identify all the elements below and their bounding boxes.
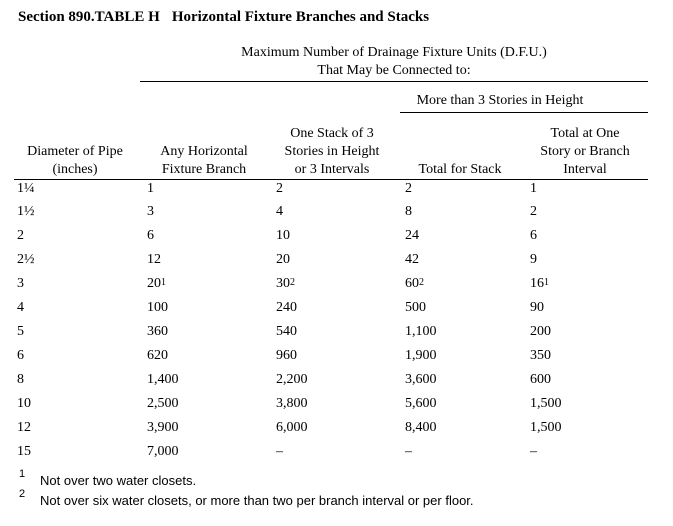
cell-total-story: 350 [530, 348, 551, 363]
cell-horizontal: 1 [147, 181, 154, 196]
table-name: Horizontal Fixture Branches and Stacks [171, 9, 430, 25]
cell-total-stack: – [405, 444, 412, 459]
cell-total-stack: 2 [405, 181, 412, 196]
cell-stack3: 20 [276, 252, 290, 267]
cell-total-story: 1,500 [530, 396, 562, 411]
cell-total-stack: 5,600 [405, 396, 437, 411]
cell-total-stack: 1,100 [405, 324, 437, 339]
cell-total-story: 9 [530, 252, 537, 267]
cell-stack3: 240 [276, 300, 297, 315]
cell-stack3: $30^2$ [276, 276, 295, 291]
cell-total-story: 1,500 [530, 420, 562, 435]
footnote-ref: 2 [419, 277, 424, 288]
group-header-line1: Maximum Number of Drainage Fixture Units (D.F.U.) [241, 45, 547, 60]
footnote-ref: 2 [290, 277, 295, 288]
cell-diameter: 8 [17, 372, 24, 387]
cell-total-story: 90 [530, 300, 544, 315]
section-label: Section 890.TABLE H [18, 9, 160, 25]
cell-stack3: – [276, 444, 283, 459]
footnote-text: Not over two water closets. [40, 473, 197, 488]
group-header [140, 44, 648, 80]
header-rule [14, 179, 648, 180]
cell-stack3: 540 [276, 324, 297, 339]
footnote-number: 2 [19, 488, 26, 500]
footnote-text: Not over six water closets, or more than two per branch interval or per floor. [40, 493, 474, 508]
cell-total-stack: 42 [405, 252, 419, 267]
cell-horizontal: 620 [147, 348, 168, 363]
col-header-total-stack: Total for Stack [418, 162, 502, 177]
cell-horizontal: 12 [147, 252, 161, 267]
col-header-diameter: Diameter of Pipe (inches) [27, 144, 123, 177]
cell-total-story: 2 [530, 204, 537, 219]
col-header-one-stack: One Stack of 3 Stories in Height or 3 Intervals [284, 126, 380, 177]
group-rule [140, 81, 648, 82]
cell-total-story: – [530, 444, 537, 459]
cell-total-story: $16^1$ [530, 276, 549, 291]
subgroup-header: More than 3 Stories in Height [416, 93, 584, 108]
cell-diameter: 1¼ [17, 181, 35, 196]
cell-total-story: 1 [530, 181, 537, 196]
cell-total-stack: $60^2$ [405, 276, 424, 291]
cell-horizontal: 360 [147, 324, 168, 339]
cell-horizontal: 1,400 [147, 372, 179, 387]
cell-diameter: 1½ [17, 204, 35, 219]
group-header-line2: That May be Connected to: [317, 63, 471, 78]
cell-total-stack: 1,900 [405, 348, 437, 363]
cell-diameter: 12 [17, 420, 31, 435]
subgroup-rule [400, 112, 648, 113]
footnote-number: 1 [19, 468, 26, 480]
cell-diameter: 5 [17, 324, 24, 339]
cell-horizontal: 3 [147, 204, 154, 219]
cell-total-story: 600 [530, 372, 551, 387]
cell-total-stack: 24 [405, 228, 419, 243]
cell-total-stack: 8 [405, 204, 412, 219]
cell-total-stack: 8,400 [405, 420, 437, 435]
cell-stack3: 3,800 [276, 396, 308, 411]
cell-total-stack: 500 [405, 300, 426, 315]
cell-stack3: 4 [276, 204, 283, 219]
col-header-horizontal: Any Horizontal Fixture Branch [160, 144, 248, 177]
cell-stack3: 10 [276, 228, 290, 243]
cell-stack3: 960 [276, 348, 297, 363]
cell-total-stack: 3,600 [405, 372, 437, 387]
cell-diameter: 2 [17, 228, 24, 243]
cell-horizontal: 2,500 [147, 396, 179, 411]
cell-horizontal: 7,000 [147, 444, 179, 459]
footnote-ref: 1 [161, 277, 166, 288]
table-title [18, 9, 429, 26]
cell-diameter: 10 [17, 396, 31, 411]
cell-horizontal: 6 [147, 228, 154, 243]
cell-stack3: 2 [276, 181, 283, 196]
cell-horizontal: 3,900 [147, 420, 179, 435]
cell-total-story: 200 [530, 324, 551, 339]
cell-horizontal: $20^1$ [147, 276, 166, 291]
footnote-ref: 1 [544, 277, 549, 288]
cell-stack3: 2,200 [276, 372, 308, 387]
cell-horizontal: 100 [147, 300, 168, 315]
col-header-total-story: Total at One Story or Branch Interval [540, 126, 630, 177]
cell-diameter: 6 [17, 348, 24, 363]
cell-diameter: 4 [17, 300, 24, 315]
cell-stack3: 6,000 [276, 420, 308, 435]
cell-diameter: 3 [17, 276, 24, 291]
cell-total-story: 6 [530, 228, 537, 243]
cell-diameter: 2½ [17, 252, 35, 267]
cell-diameter: 15 [17, 444, 31, 459]
